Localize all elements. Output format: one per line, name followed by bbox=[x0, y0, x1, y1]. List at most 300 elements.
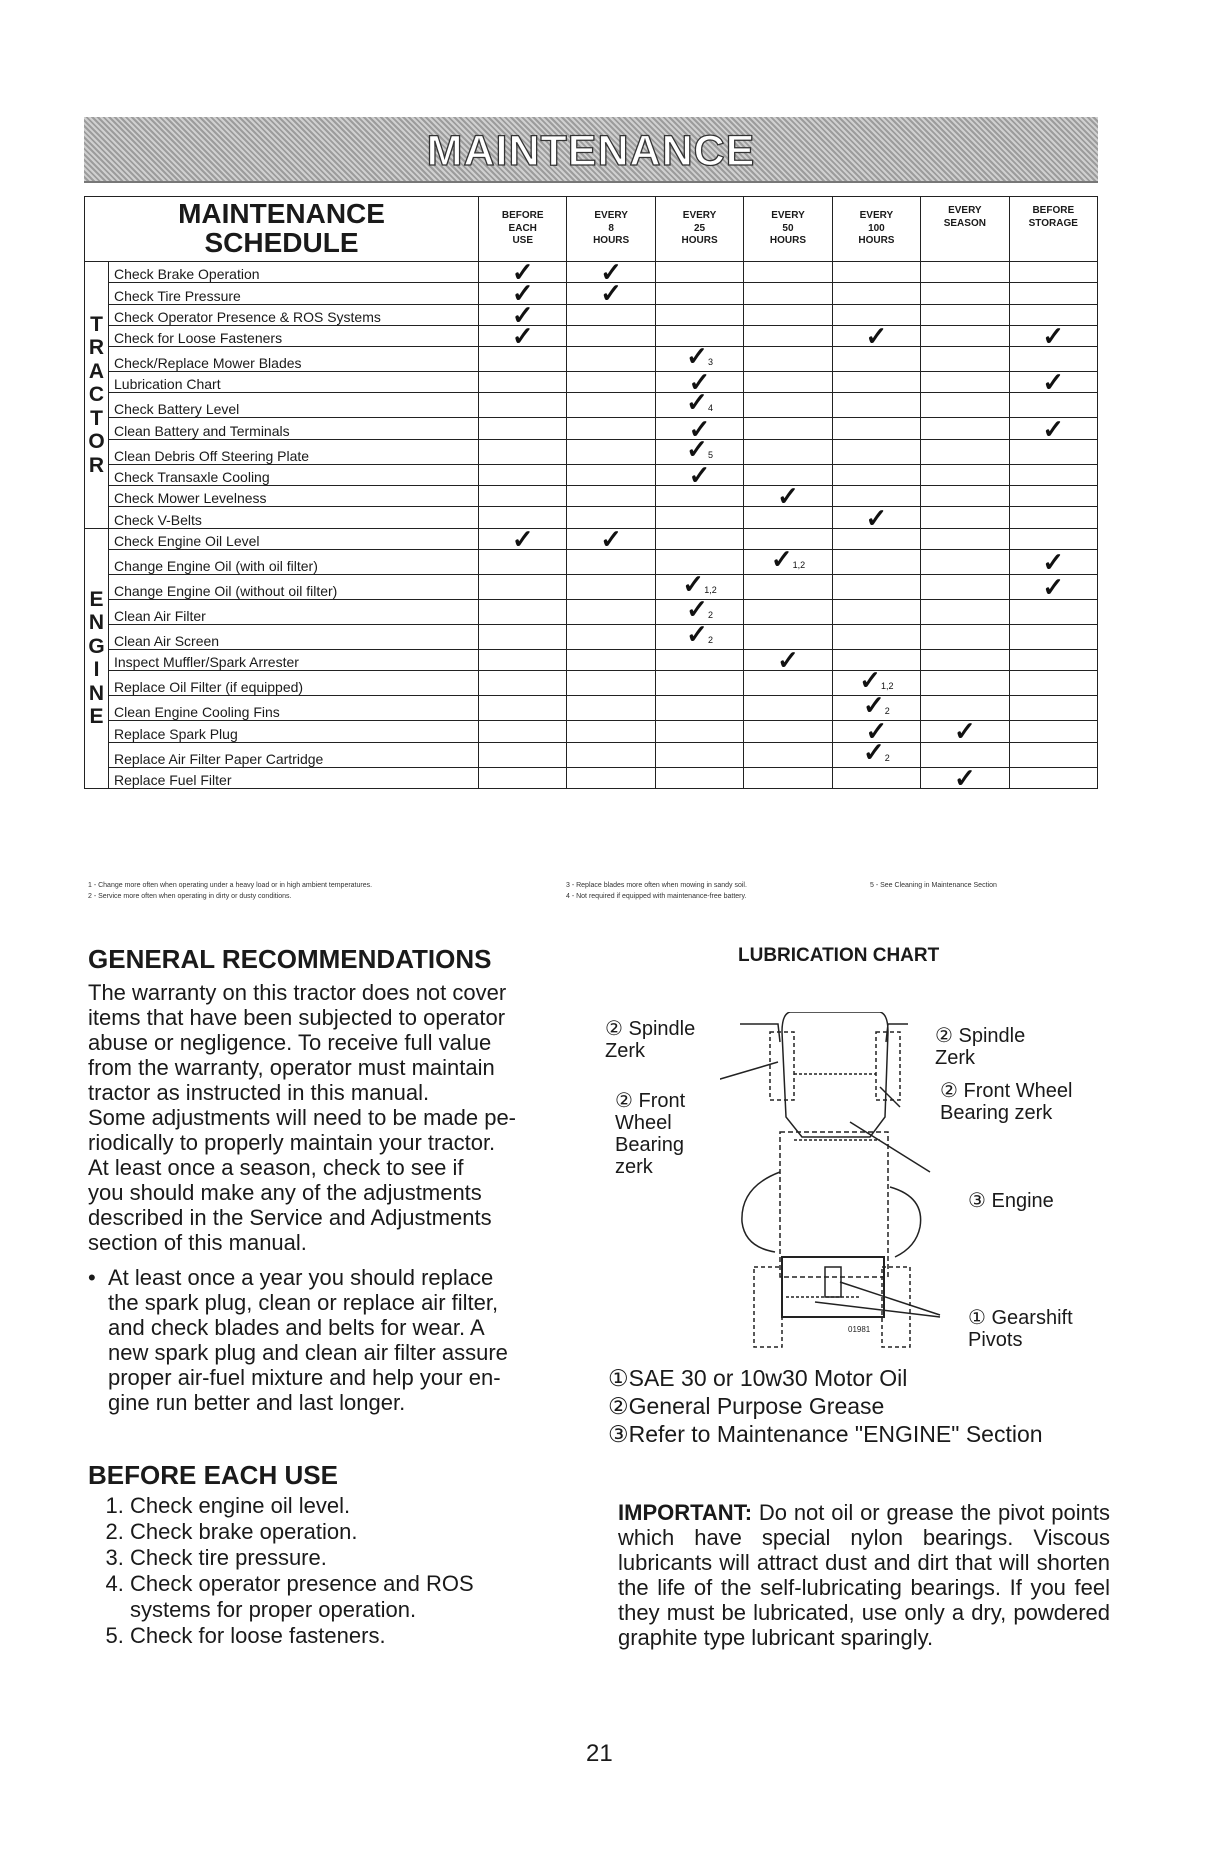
checkmark-icon: ✓ bbox=[511, 523, 534, 554]
text-line: the spark plug, clean or replace air filter, bbox=[108, 1290, 499, 1315]
group-letter: T bbox=[90, 312, 103, 336]
text-line: items that have been subjected to operator bbox=[88, 1005, 506, 1030]
rear-left-wheel bbox=[754, 1267, 782, 1347]
checkmark-icon: ✓ bbox=[686, 618, 708, 649]
text-line: At least once a season, check to see if bbox=[88, 1155, 464, 1180]
empty-cell bbox=[479, 767, 567, 788]
empty-cell bbox=[655, 528, 743, 549]
schedule-header-row bbox=[85, 197, 1098, 262]
gearshift-box bbox=[825, 1267, 841, 1297]
checkmark-icon: ✓ bbox=[600, 278, 623, 309]
empty-cell bbox=[567, 696, 655, 721]
checkmark-icon: ✓ bbox=[600, 523, 623, 554]
schedule-title-line1: MAINTENANCE bbox=[178, 198, 385, 230]
label-front-wheel-left: ② Front Wheel Bearing zerk bbox=[615, 1090, 686, 1178]
empty-cell bbox=[479, 721, 567, 742]
col-text: EVERY bbox=[859, 210, 894, 222]
footnote-4: 4 - Not required if equipped with maintenance-free battery. bbox=[566, 893, 747, 900]
empty-cell bbox=[921, 262, 1009, 283]
empty-cell bbox=[832, 574, 920, 599]
bullet-dot: • bbox=[88, 1265, 96, 1290]
checkmark-icon: ✓ bbox=[511, 321, 534, 352]
empty-cell bbox=[744, 347, 832, 372]
empty-cell bbox=[655, 767, 743, 788]
schedule-row bbox=[85, 283, 1098, 304]
part-number: 01981 bbox=[848, 1325, 871, 1334]
col-text: EACH bbox=[508, 222, 537, 234]
empty-cell bbox=[921, 304, 1009, 325]
col-text: HOURS bbox=[858, 235, 895, 247]
engine-arc bbox=[890, 1187, 921, 1257]
task-name: Check Operator Presence & ROS Systems bbox=[109, 304, 479, 325]
checkmark-icon: ✓ bbox=[770, 543, 793, 574]
task-name: Inspect Muffler/Spark Arrester bbox=[109, 649, 479, 670]
empty-cell bbox=[479, 439, 567, 464]
footnote-ref: 2 bbox=[884, 706, 890, 717]
empty-cell bbox=[1009, 464, 1097, 485]
schedule-row bbox=[85, 671, 1098, 696]
empty-cell bbox=[567, 649, 655, 670]
header-banner bbox=[84, 117, 1098, 183]
group-label-engine bbox=[85, 528, 109, 788]
important-note bbox=[618, 1500, 1110, 1650]
checkmark-cell bbox=[1009, 367, 1097, 398]
empty-cell bbox=[921, 418, 1009, 439]
legend-item-2: ②General Purpose Grease bbox=[608, 1393, 885, 1419]
empty-cell bbox=[1009, 507, 1097, 528]
leader-spindle-right bbox=[886, 1024, 908, 1042]
checkmark-cell bbox=[1009, 321, 1097, 352]
empty-cell bbox=[921, 464, 1009, 485]
text-line: The warranty on this tractor does not cover bbox=[88, 980, 507, 1005]
empty-cell bbox=[479, 486, 567, 507]
empty-cell bbox=[1009, 721, 1097, 742]
empty-cell bbox=[655, 304, 743, 325]
checkmark-icon: ✓ bbox=[600, 257, 623, 288]
empty-cell bbox=[744, 439, 832, 464]
task-name: Check Transaxle Cooling bbox=[109, 464, 479, 485]
schedule-row bbox=[85, 767, 1098, 788]
task-name: Check Mower Levelness bbox=[109, 486, 479, 507]
col-header-every-8-hours bbox=[567, 197, 655, 262]
schedule-row bbox=[85, 507, 1098, 528]
empty-cell bbox=[1009, 599, 1097, 624]
col-text: HOURS bbox=[593, 235, 630, 247]
checkmark-icon: ✓ bbox=[863, 690, 885, 721]
checkmark-icon: ✓ bbox=[686, 387, 708, 418]
checkmark-icon: ✓ bbox=[777, 645, 799, 676]
empty-cell bbox=[832, 283, 920, 304]
empty-cell bbox=[655, 649, 743, 670]
checkmark-icon: ✓ bbox=[865, 502, 888, 533]
col-text: EVERY bbox=[594, 210, 628, 222]
important-label: IMPORTANT: bbox=[618, 1500, 753, 1525]
empty-cell bbox=[655, 283, 743, 304]
text-line: Some adjustments will need to be made pe- bbox=[88, 1105, 517, 1130]
empty-cell bbox=[1009, 262, 1097, 283]
empty-cell bbox=[921, 528, 1009, 549]
checkmark-icon: ✓ bbox=[686, 593, 708, 624]
empty-cell bbox=[921, 439, 1009, 464]
empty-cell bbox=[744, 262, 832, 283]
empty-cell bbox=[921, 574, 1009, 599]
checkmark-cell bbox=[921, 762, 1009, 793]
schedule-row bbox=[85, 742, 1098, 767]
empty-cell bbox=[567, 486, 655, 507]
empty-cell bbox=[655, 696, 743, 721]
schedule-row bbox=[85, 325, 1098, 346]
schedule-row bbox=[85, 549, 1098, 574]
checkmark-icon: ✓ bbox=[1042, 413, 1065, 444]
empty-cell bbox=[479, 393, 567, 418]
empty-cell bbox=[744, 393, 832, 418]
task-name: Replace Oil Filter (if equipped) bbox=[109, 671, 479, 696]
footnote-ref: 2 bbox=[707, 609, 713, 620]
empty-cell bbox=[479, 696, 567, 721]
schedule-row bbox=[85, 624, 1098, 649]
empty-cell bbox=[921, 671, 1009, 696]
label-spindle-right: ② Spindle Zerk bbox=[935, 1025, 1026, 1069]
schedule-title bbox=[85, 197, 479, 262]
legend-item-3: ③Refer to Maintenance "ENGINE" Section bbox=[608, 1421, 1043, 1447]
text-line: proper air-fuel mixture and help your en- bbox=[108, 1365, 501, 1390]
empty-cell bbox=[567, 671, 655, 696]
schedule-row bbox=[85, 372, 1098, 393]
empty-cell bbox=[832, 549, 920, 574]
empty-cell bbox=[479, 574, 567, 599]
checkmark-cell bbox=[655, 459, 743, 490]
group-letter: I bbox=[93, 658, 100, 682]
empty-cell bbox=[921, 347, 1009, 372]
empty-cell bbox=[655, 262, 743, 283]
col-text: HOURS bbox=[681, 235, 718, 247]
task-name: Check/Replace Mower Blades bbox=[109, 347, 479, 372]
checkmark-icon: ✓ bbox=[511, 299, 534, 330]
task-name: Check Brake Operation bbox=[109, 262, 479, 283]
col-text: STORAGE bbox=[1028, 217, 1078, 229]
checkmark-icon: ✓ bbox=[865, 716, 888, 747]
task-name: Change Engine Oil (without oil filter) bbox=[109, 574, 479, 599]
checkmark-cell bbox=[567, 523, 655, 554]
checkmark-icon: ✓ bbox=[1042, 367, 1065, 398]
empty-cell bbox=[921, 372, 1009, 393]
empty-cell bbox=[1009, 742, 1097, 767]
task-name: Check Battery Level bbox=[109, 393, 479, 418]
schedule-row bbox=[85, 696, 1098, 721]
schedule-row bbox=[85, 347, 1098, 372]
page-title: MAINTENANCE bbox=[426, 127, 756, 175]
checkmark-cell bbox=[479, 523, 567, 554]
col-header-every-50-hours bbox=[744, 197, 832, 262]
col-header-before-storage bbox=[1009, 197, 1097, 262]
footnote-ref: 3 bbox=[707, 357, 713, 368]
checkmark-icon: ✓ bbox=[682, 568, 705, 599]
empty-cell bbox=[832, 767, 920, 788]
group-letter: N bbox=[88, 611, 105, 635]
before-each-use-list bbox=[88, 1493, 590, 1649]
empty-cell bbox=[744, 418, 832, 439]
empty-cell bbox=[744, 372, 832, 393]
tractor-lubrication-diagram bbox=[720, 1012, 960, 1357]
schedule-row bbox=[85, 439, 1098, 464]
col-header-every-25-hours bbox=[655, 197, 743, 262]
schedule-row bbox=[85, 304, 1098, 325]
schedule-body bbox=[85, 257, 1098, 793]
group-letter: N bbox=[88, 681, 105, 705]
col-header-before-each-use bbox=[479, 197, 567, 262]
task-name: Clean Engine Cooling Fins bbox=[109, 696, 479, 721]
checkmark-icon: ✓ bbox=[688, 413, 711, 444]
empty-cell bbox=[567, 325, 655, 346]
page-number: 21 bbox=[586, 1740, 613, 1767]
empty-cell bbox=[479, 624, 567, 649]
footnote-2: 2 - Service more often when operating in dirty or dusty conditions. bbox=[88, 893, 292, 900]
legend-item-1: ①SAE 30 or 10w30 Motor Oil bbox=[608, 1365, 908, 1391]
empty-cell bbox=[1009, 486, 1097, 507]
empty-cell bbox=[744, 742, 832, 767]
leader-engine bbox=[850, 1122, 930, 1172]
checkmark-icon: ✓ bbox=[953, 716, 976, 747]
list-item: 2. Check brake operation. bbox=[130, 1519, 590, 1545]
empty-cell bbox=[921, 393, 1009, 418]
general-recommendations-text bbox=[88, 980, 588, 1255]
empty-cell bbox=[921, 283, 1009, 304]
empty-cell bbox=[567, 393, 655, 418]
important-text: Do not oil or grease the pivot points which have special nylon bearings. Viscous lubricants will attract dust and dirt that will shorten the life of the self-lubricating bearings. If you feel they must be lubricated, use only a dry, powdered graphite type lubricant sparingly. bbox=[618, 1500, 1110, 1650]
empty-cell bbox=[567, 464, 655, 485]
empty-cell bbox=[655, 721, 743, 742]
empty-cell bbox=[744, 599, 832, 624]
empty-cell bbox=[921, 649, 1009, 670]
empty-cell bbox=[567, 418, 655, 439]
checkmark-cell bbox=[744, 645, 832, 676]
empty-cell bbox=[567, 742, 655, 767]
checkmark-icon: ✓ bbox=[863, 736, 885, 767]
col-text: HOURS bbox=[769, 235, 807, 247]
text-line: you should make any of the adjustments bbox=[88, 1180, 482, 1205]
text-line: section of this manual. bbox=[88, 1230, 307, 1255]
col-text: 50 bbox=[782, 222, 794, 234]
label-front-wheel-right: ② Front Wheel Bearing zerk bbox=[940, 1080, 1073, 1124]
col-text: BEFORE bbox=[1032, 205, 1075, 216]
empty-cell bbox=[832, 418, 920, 439]
checkmark-icon: ✓ bbox=[511, 278, 534, 309]
schedule-row bbox=[85, 262, 1098, 283]
task-name: Check Engine Oil Level bbox=[109, 528, 479, 549]
col-text: BEFORE bbox=[501, 210, 544, 222]
checkmark-cell bbox=[1009, 571, 1097, 602]
deck-outline bbox=[780, 1132, 888, 1277]
col-text: EVERY bbox=[771, 210, 805, 222]
empty-cell bbox=[921, 486, 1009, 507]
schedule-row bbox=[85, 464, 1098, 485]
empty-cell bbox=[832, 464, 920, 485]
text-line: At least once a year you should replace bbox=[108, 1265, 494, 1290]
empty-cell bbox=[744, 304, 832, 325]
group-letter: O bbox=[88, 430, 105, 454]
text-line: abuse or negligence. To receive full value bbox=[88, 1030, 492, 1055]
empty-cell bbox=[921, 599, 1009, 624]
checkmark-icon: ✓ bbox=[686, 341, 708, 372]
empty-cell bbox=[567, 767, 655, 788]
text-line: described in the Service and Adjustments bbox=[88, 1205, 492, 1230]
empty-cell bbox=[832, 439, 920, 464]
group-letter: E bbox=[89, 705, 104, 729]
text-line: riodically to properly maintain your tractor. bbox=[88, 1130, 496, 1155]
task-name: Check V-Belts bbox=[109, 507, 479, 528]
checkmark-cell bbox=[832, 502, 920, 533]
empty-cell bbox=[567, 372, 655, 393]
footnote-ref: 5 bbox=[707, 449, 713, 460]
empty-cell bbox=[479, 372, 567, 393]
footnote-ref: 1,2 bbox=[792, 559, 806, 570]
task-name: Check Tire Pressure bbox=[109, 283, 479, 304]
empty-cell bbox=[479, 464, 567, 485]
footnote-5: 5 - See Cleaning in Maintenance Section bbox=[870, 882, 997, 889]
empty-cell bbox=[655, 671, 743, 696]
empty-cell bbox=[832, 393, 920, 418]
checkmark-icon: ✓ bbox=[688, 367, 711, 398]
empty-cell bbox=[744, 721, 832, 742]
rear-right-wheel bbox=[882, 1267, 910, 1347]
footnote-ref: 4 bbox=[707, 403, 713, 414]
list-item: 4. Check operator presence and ROS systems for proper operation. bbox=[130, 1571, 500, 1623]
label-engine: ③ Engine bbox=[968, 1190, 1054, 1212]
schedule-row bbox=[85, 649, 1098, 670]
col-header-every-season bbox=[921, 197, 1009, 262]
checkmark-icon: ✓ bbox=[688, 459, 711, 490]
col-text: EVERY bbox=[682, 210, 717, 222]
empty-cell bbox=[832, 372, 920, 393]
empty-cell bbox=[744, 574, 832, 599]
empty-cell bbox=[655, 742, 743, 767]
schedule-row bbox=[85, 418, 1098, 439]
empty-cell bbox=[479, 649, 567, 670]
empty-cell bbox=[1009, 671, 1097, 696]
checkmark-cell bbox=[832, 736, 920, 767]
col-text: USE bbox=[512, 235, 533, 247]
list-item: 1. Check engine oil level. bbox=[130, 1493, 590, 1519]
task-name: Clean Air Screen bbox=[109, 624, 479, 649]
empty-cell bbox=[567, 599, 655, 624]
empty-cell bbox=[567, 721, 655, 742]
checkmark-icon: ✓ bbox=[1042, 571, 1065, 602]
leader-gearshift-1 bbox=[840, 1282, 940, 1315]
checkmark-icon: ✓ bbox=[865, 321, 888, 352]
general-recommendations-heading: GENERAL RECOMMENDATIONS bbox=[88, 944, 492, 974]
footnote-ref: 2 bbox=[884, 752, 890, 763]
footnote-1: 1 - Change more often when operating under a heavy load or in high ambient temperatures. bbox=[88, 882, 373, 889]
checkmark-cell bbox=[655, 618, 743, 649]
empty-cell bbox=[832, 262, 920, 283]
empty-cell bbox=[921, 549, 1009, 574]
empty-cell bbox=[479, 742, 567, 767]
lubrication-legend bbox=[608, 1364, 1043, 1448]
task-name: Check for Loose Fasteners bbox=[109, 325, 479, 346]
group-letter: C bbox=[88, 383, 105, 407]
checkmark-icon: ✓ bbox=[777, 481, 799, 512]
empty-cell bbox=[832, 624, 920, 649]
empty-cell bbox=[1009, 624, 1097, 649]
empty-cell bbox=[921, 325, 1009, 346]
col-text: SEASON bbox=[943, 217, 986, 229]
text-line: gine run better and last longer. bbox=[108, 1390, 406, 1415]
empty-cell bbox=[655, 507, 743, 528]
empty-cell bbox=[567, 624, 655, 649]
text-line: from the warranty, operator must maintain bbox=[88, 1055, 495, 1080]
schedule-row bbox=[85, 599, 1098, 624]
col-text: 100 bbox=[868, 222, 885, 234]
task-name: Change Engine Oil (with oil filter) bbox=[109, 549, 479, 574]
before-each-use-heading: BEFORE EACH USE bbox=[88, 1460, 338, 1490]
list-item: 3. Check tire pressure. bbox=[130, 1545, 590, 1571]
col-text: 8 bbox=[608, 222, 614, 234]
task-name: Replace Spark Plug bbox=[109, 721, 479, 742]
empty-cell bbox=[744, 283, 832, 304]
schedule-row bbox=[85, 574, 1098, 599]
empty-cell bbox=[744, 325, 832, 346]
schedule-row bbox=[85, 528, 1098, 549]
checkmark-cell bbox=[479, 321, 567, 352]
list-item: 5. Check for loose fasteners. bbox=[130, 1623, 590, 1649]
group-letter: A bbox=[88, 359, 105, 383]
empty-cell bbox=[1009, 649, 1097, 670]
empty-cell bbox=[1009, 767, 1097, 788]
col-text: EVERY bbox=[948, 205, 982, 216]
checkmark-cell bbox=[1009, 546, 1097, 577]
general-bullet bbox=[88, 1265, 588, 1415]
checkmark-icon: ✓ bbox=[953, 762, 976, 793]
text-line: tractor as instructed in this manual. bbox=[88, 1080, 430, 1105]
empty-cell bbox=[479, 418, 567, 439]
schedule-row bbox=[85, 721, 1098, 742]
task-name: Replace Fuel Filter bbox=[109, 767, 479, 788]
task-name: Clean Debris Off Steering Plate bbox=[109, 439, 479, 464]
empty-cell bbox=[921, 624, 1009, 649]
group-label-tractor bbox=[85, 262, 109, 529]
group-letter: G bbox=[88, 634, 105, 658]
empty-cell bbox=[567, 439, 655, 464]
footnote-ref: 2 bbox=[707, 634, 713, 645]
group-letter: T bbox=[90, 406, 103, 430]
empty-cell bbox=[744, 696, 832, 721]
col-text: 25 bbox=[694, 222, 706, 234]
footnote-ref: 1,2 bbox=[881, 681, 894, 692]
empty-cell bbox=[567, 347, 655, 372]
checkmark-cell bbox=[567, 278, 655, 309]
task-name: Replace Air Filter Paper Cartridge bbox=[109, 742, 479, 767]
checkmark-cell bbox=[832, 321, 920, 352]
empty-cell bbox=[744, 767, 832, 788]
footnote-ref: 1,2 bbox=[704, 584, 717, 595]
group-letter: E bbox=[89, 587, 104, 611]
group-letter: R bbox=[88, 453, 105, 477]
text-line: new spark plug and clean air filter assure bbox=[108, 1340, 508, 1365]
empty-cell bbox=[479, 599, 567, 624]
checkmark-cell bbox=[1009, 413, 1097, 444]
checkmark-icon: ✓ bbox=[1042, 321, 1065, 352]
task-name: Clean Air Filter bbox=[109, 599, 479, 624]
checkmark-icon: ✓ bbox=[686, 433, 708, 464]
checkmark-icon: ✓ bbox=[511, 257, 534, 288]
mower-deck-left bbox=[742, 1172, 780, 1252]
text-line: and check blades and belts for wear. A bbox=[108, 1315, 485, 1340]
task-name: Clean Battery and Terminals bbox=[109, 418, 479, 439]
label-gearshift: ① Gearshift Pivots bbox=[968, 1307, 1073, 1351]
leader-front-right bbox=[880, 1087, 900, 1107]
leader-spindle-left bbox=[740, 1024, 780, 1042]
schedule-title-line2: SCHEDULE bbox=[204, 227, 359, 258]
